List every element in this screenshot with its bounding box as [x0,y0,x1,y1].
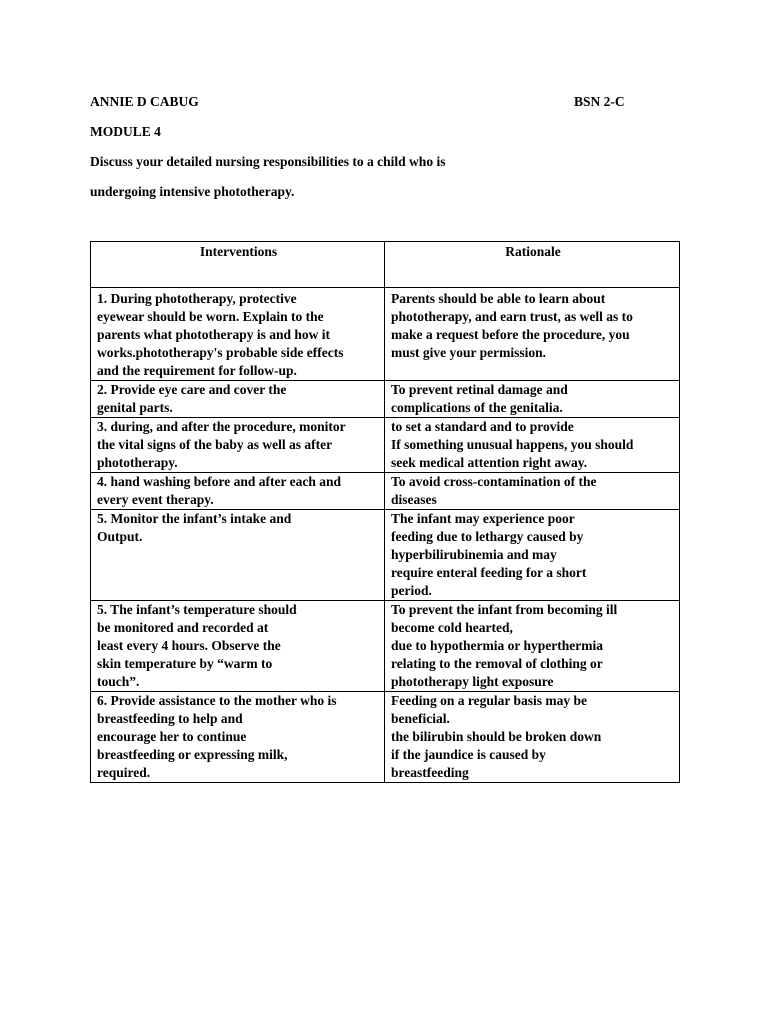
intervention-cell [91,692,385,783]
intervention-line: the vital signs of the baby as well as after [97,437,333,452]
intervention-line: 5. Monitor the infant’s intake and [97,511,292,526]
intervention-line: 1. During phototherapy, protective [97,291,297,306]
intervention-cell [91,473,385,510]
question-line-2: undergoing intensive phototherapy. [90,184,295,199]
rationale-line: phototherapy light exposure [391,674,554,689]
table-row [91,510,680,601]
student-name: ANNIE D CABUG [90,94,199,109]
rationale-line: the bilirubin should be broken down [391,729,602,744]
rationale-line: Parents should be able to learn about [391,291,606,306]
rationale-line: become cold hearted, [391,620,513,635]
table-body [91,288,680,783]
intervention-line: 6. Provide assistance to the mother who is [97,693,337,708]
rationale-header: Rationale [385,242,680,288]
table-header-row [91,242,680,288]
rationale-line: To avoid cross-contamination of the [391,474,597,489]
question-line-1: Discuss your detailed nursing responsibilities to a child who is [90,154,446,169]
course-section: BSN 2-C [574,94,625,109]
intervention-line: least every 4 hours. Observe the [97,638,281,653]
rationale-line: complications of the genitalia. [391,400,563,415]
intervention-line: every event therapy. [97,492,214,507]
table-row [91,418,680,473]
intervention-line: 2. Provide eye care and cover the [97,382,287,397]
intervention-line: 3. during, and after the procedure, monitor [97,419,346,434]
rationale-line: hyperbilirubinemia and may [391,547,557,562]
module-title: MODULE 4 [90,124,161,139]
intervention-line: phototherapy. [97,455,178,470]
intervention-line: breastfeeding to help and [97,711,243,726]
rationale-line: require enteral feeding for a short [391,565,587,580]
rationale-line: The infant may experience poor [391,511,575,526]
intervention-line: and the requirement for follow-up. [97,363,297,378]
table-row [91,381,680,418]
rationale-line: must give your permission. [391,345,547,360]
intervention-cell [91,510,385,601]
intervention-line: breastfeeding or expressing milk, [97,747,288,762]
rationale-cell [385,601,680,692]
rationale-cell [385,288,680,381]
intervention-line: 5. The infant’s temperature should [97,602,297,617]
intervention-line: eyewear should be worn. Explain to the [97,309,324,324]
rationale-cell [385,510,680,601]
intervention-line: parents what phototherapy is and how it [97,327,331,342]
rationale-line: diseases [391,492,437,507]
rationale-line: Feeding on a regular basis may be [391,693,588,708]
table-row [91,601,680,692]
intervention-line: encourage her to continue [97,729,247,744]
intervention-line: works.phototherapy's probable side effects [97,345,344,360]
interventions-table [90,241,680,783]
rationale-line: seek medical attention right away. [391,455,588,470]
intervention-line: required. [97,765,151,780]
rationale-line: period. [391,583,432,598]
rationale-cell [385,381,680,418]
table-row [91,473,680,510]
intervention-cell [91,381,385,418]
rationale-cell [385,473,680,510]
intervention-line: Output. [97,529,143,544]
intervention-cell [91,601,385,692]
intervention-line: touch”. [97,674,140,689]
rationale-line: To prevent the infant from becoming ill [391,602,618,617]
intervention-cell [91,418,385,473]
rationale-line: to set a standard and to provide [391,419,574,434]
rationale-line: If something unusual happens, you should [391,437,634,452]
rationale-line: phototherapy, and earn trust, as well as to [391,309,633,324]
rationale-cell [385,692,680,783]
interventions-header: Interventions [91,242,385,288]
rationale-line: beneficial. [391,711,450,726]
rationale-line: make a request before the procedure, you [391,327,630,342]
intervention-cell [91,288,385,381]
intervention-line: be monitored and recorded at [97,620,269,635]
rationale-cell [385,418,680,473]
rationale-line: To prevent retinal damage and [391,382,568,397]
rationale-line: relating to the removal of clothing or [391,656,603,671]
rationale-line: due to hypothermia or hyperthermia [391,638,603,653]
intervention-line: skin temperature by “warm to [97,656,273,671]
intervention-line: genital parts. [97,400,173,415]
rationale-line: if the jaundice is caused by [391,747,546,762]
table-row [91,288,680,381]
intervention-line: 4. hand washing before and after each and [97,474,342,489]
rationale-line: feeding due to lethargy caused by [391,529,584,544]
table-row [91,692,680,783]
rationale-line: breastfeeding [391,765,469,780]
